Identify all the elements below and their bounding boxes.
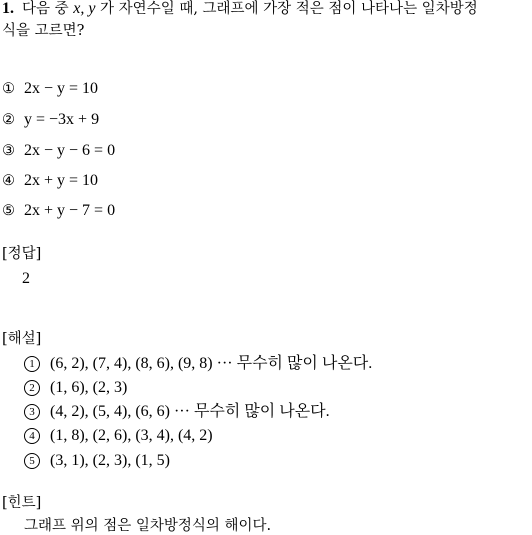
question-variables: x, y [73,0,96,17]
option-5-expr: 2x + y − 7 = 0 [24,202,116,219]
question-line-2: 식을 고르면? [2,23,85,39]
explanation-item-3-mark: 3 [24,404,40,420]
option-1-expr: 2x − y = 10 [24,80,99,97]
option-1-mark: ① [2,81,15,97]
explanation-item-2-text: (1, 6), (2, 3) [50,379,128,396]
option-1 [2,80,98,98]
hint-text: 그래프 위의 점은 일차방정식의 해이다. [24,518,272,534]
explanation-item-4 [24,427,213,445]
answer-value: 2 [22,270,30,287]
explanation-item-5-mark: 5 [24,453,40,469]
option-4-expr: 2x + y = 10 [24,172,99,189]
explanation-item-1-text: (6, 2), (7, 4), (8, 6), (9, 8) ··· 무수히 많이 나온다. [50,355,373,372]
question-text-post: 가 자연수일 때, 그래프에 가장 적은 점이 나타나는 일차방정 [95,1,478,17]
question-line-1 [2,0,478,18]
option-5 [2,202,115,220]
explanation-item-2-mark: 2 [24,380,40,396]
option-3-expr: 2x − y − 6 = 0 [24,142,116,159]
explanation-item-3-text: (4, 2), (5, 4), (6, 6) ··· 무수히 많이 나온다. [50,403,330,420]
option-4 [2,172,98,190]
question-text-pre: 다음 중 [22,1,74,17]
option-5-mark: ⑤ [2,203,15,219]
explanation-item-1-mark: 1 [24,356,40,372]
option-3 [2,142,115,160]
explanation-item-4-mark: 4 [24,428,40,444]
option-2 [2,111,99,129]
explanation-item-4-text: (1, 8), (2, 6), (3, 4), (4, 2) [50,427,213,444]
option-2-mark: ② [2,112,15,128]
answer-heading: [정답] [2,246,42,262]
question-number: 1. [2,0,14,17]
explanation-item-2 [24,379,127,397]
option-2-expr: y = −3x + 9 [24,111,100,128]
explanation-item-3 [24,403,330,421]
explanation-heading: [해설] [2,331,42,347]
option-3-mark: ③ [2,143,15,159]
explanation-item-5-text: (3, 1), (2, 3), (1, 5) [50,452,170,469]
hint-heading: [힌트] [2,495,42,511]
explanation-item-1 [24,355,372,373]
explanation-item-5 [24,452,170,470]
option-4-mark: ④ [2,173,15,189]
